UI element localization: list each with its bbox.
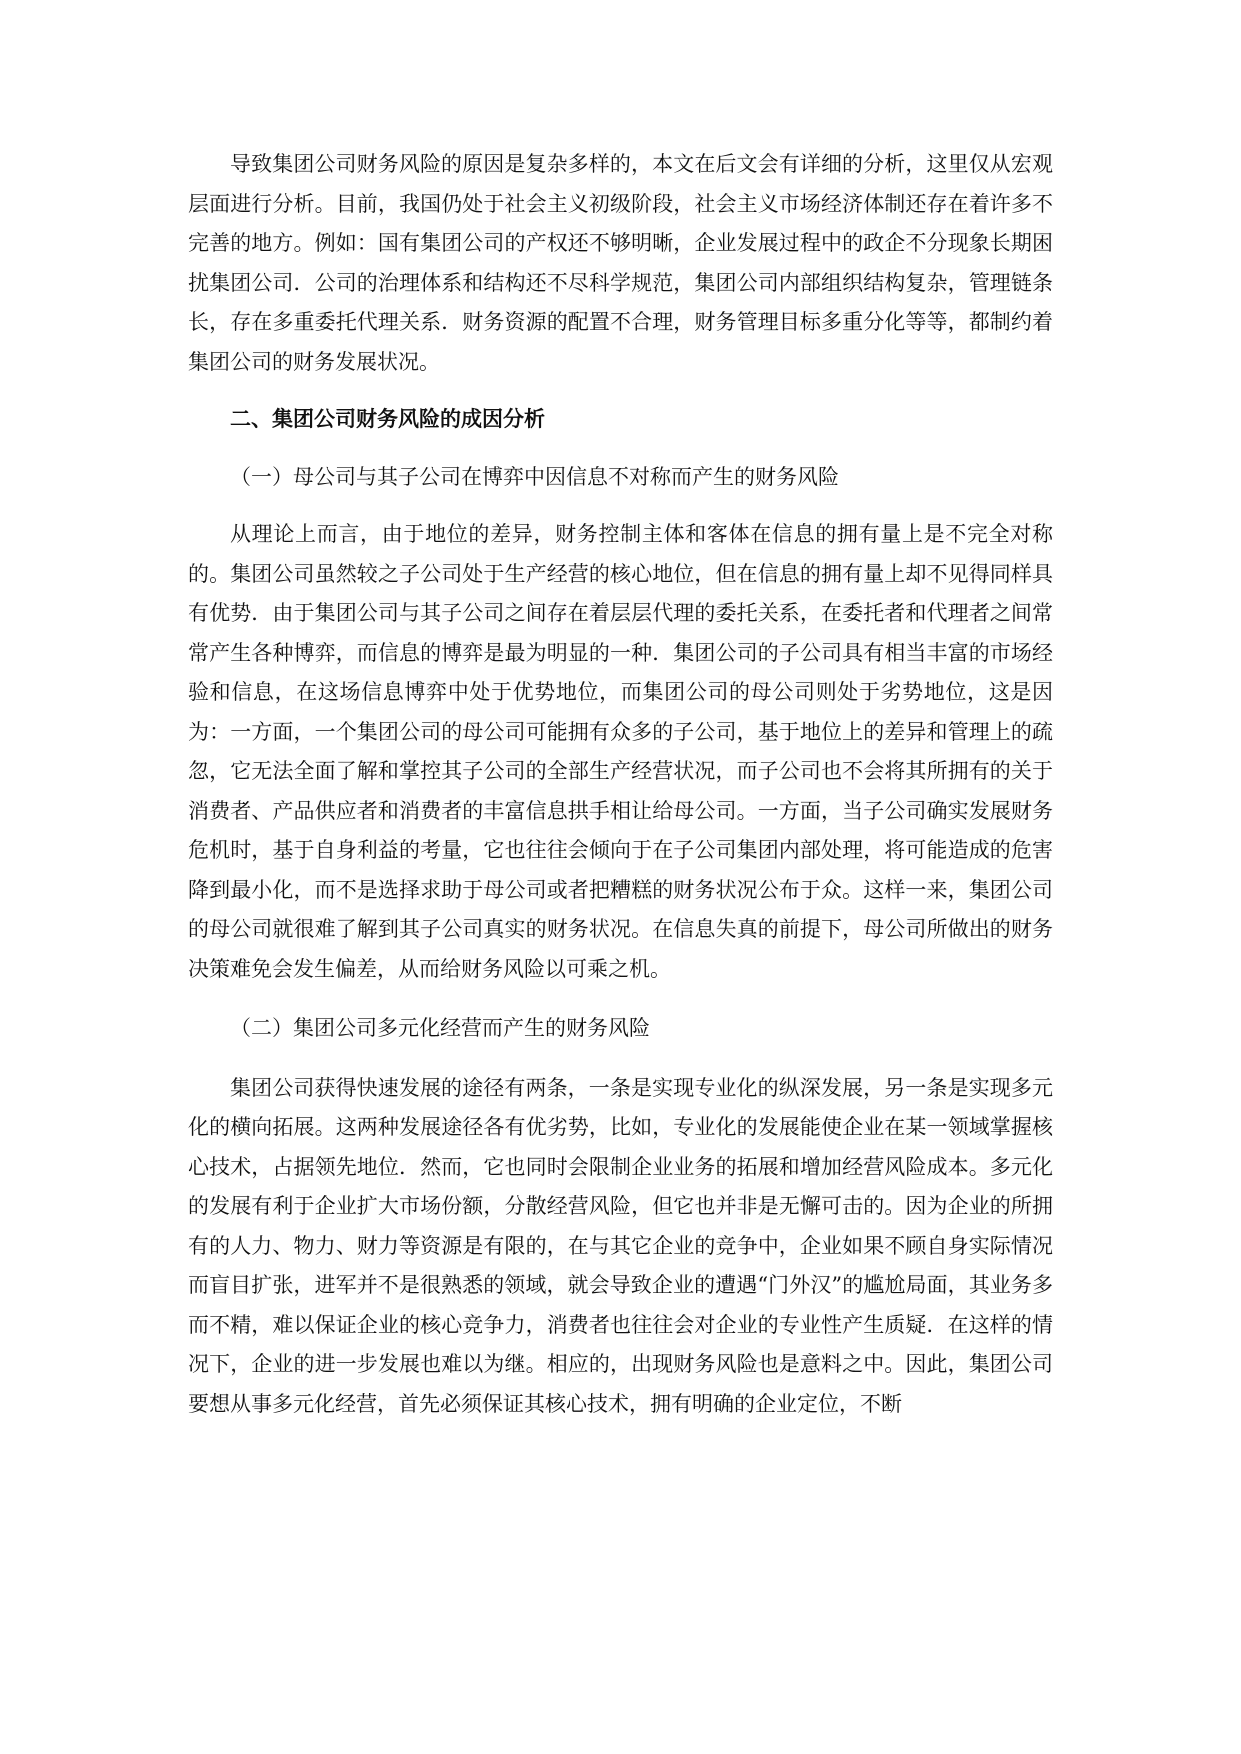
spacer (188, 382, 1053, 400)
intro-paragraph: 导致集团公司财务风险的原因是复杂多样的，本文在后文会有详细的分析，这里仅从宏观层面进行分析。目前，我国仍处于社会主义初级阶段，社会主义市场经济体制还存在着许多不完善的地方。例如：国有集团公司的产权还不够明晰，企业发展过程中的政企不分现象长期困扰集团公司．公司的治理体系和结构还不尽科学规范，集团公司内部组织结构复杂，管理链条长，存在多重委托代理关系．财务资源的配置不合理，财务管理目标多重分化等等，都制约着集团公司的财务发展状况。 (188, 152, 1053, 374)
spacer (188, 440, 1053, 458)
section-heading: 二、集团公司财务风险的成因分析 (230, 407, 545, 431)
subsection-heading-1: （一）母公司与其子公司在博弈中因信息不对称而产生的财务风险 (230, 464, 839, 489)
subsection-paragraph-1: 从理论上而言，由于地位的差异，财务控制主体和客体在信息的拥有量上是不完全对称的。集团公司虽然较之子公司处于生产经营的核心地位，但在信息的拥有量上却不见得同样具有优势．由于集团公司与其子公司之间存在着层层代理的委托关系，在委托者和代理者之间常常产生各种博弈，而信息的博弈是最为明显的一种．集团公司的子公司具有相当丰富的市场经验和信息，在这场信息博弈中处于优势地位，而集团公司的母公司则处于劣势地位，这是因为：一方面，一个集团公司的母公司可能拥有众多的子公司，基于地位上的差异和管理上的疏忽，它无法全面了解和掌控其子公司的全部生产经营状况，而子公司也不会将其所拥有的关于消费者、产品供应者和消费者的丰富信息拱手相让给母公司。一方面，当子公司确实发展财务危机时，基于自身利益的考量，它也往往会倾向于在子公司集团内部处理，将可能造成的危害降到最小化，而不是选择求助于母公司或者把糟糕的财务状况公布于众。这样一来，集团公司的母公司就很难了解到其子公司真实的财务状况。在信息失真的前提下，母公司所做出的财务决策难免会发生偏差，从而给财务风险以可乘之机。 (188, 522, 1053, 981)
spacer (188, 989, 1053, 1009)
subsection-paragraph-2: 集团公司获得快速发展的途径有两条，一条是实现专业化的纵深发展，另一条是实现多元化的横向拓展。这两种发展途径各有优劣势，比如，专业化的发展能使企业在某一领域掌握核心技术，占据领先地位．然而，它也同时会限制企业业务的拓展和增加经营风险成本。多元化的发展有利于企业扩大市场份额，分散经营风险，但它也并非是无懈可击的。因为企业的所拥有的人力、物力、财力等资源是有限的，在与其它企业的竞争中，企业如果不顾自身实际情况而盲目扩张，进军并不是很熟悉的领域，就会导致企业的遭遇“门外汉”的尴尬局面，其业务多而不精，难以保证企业的核心竞争力，消费者也往往会对企业的专业性产生质疑．在这样的情况下，企业的进一步发展也难以为继。相应的，出现财务风险也是意料之中。因此，集团公司要想从事多元化经营，首先必须保证其核心技术，拥有明确的企业定位，不断 (188, 1075, 1053, 1416)
subsection-heading-2: （二）集团公司多元化经营而产生的财务风险 (230, 1016, 650, 1040)
spacer (188, 1049, 1053, 1069)
spacer (188, 497, 1053, 515)
document-page (188, 145, 1053, 1424)
